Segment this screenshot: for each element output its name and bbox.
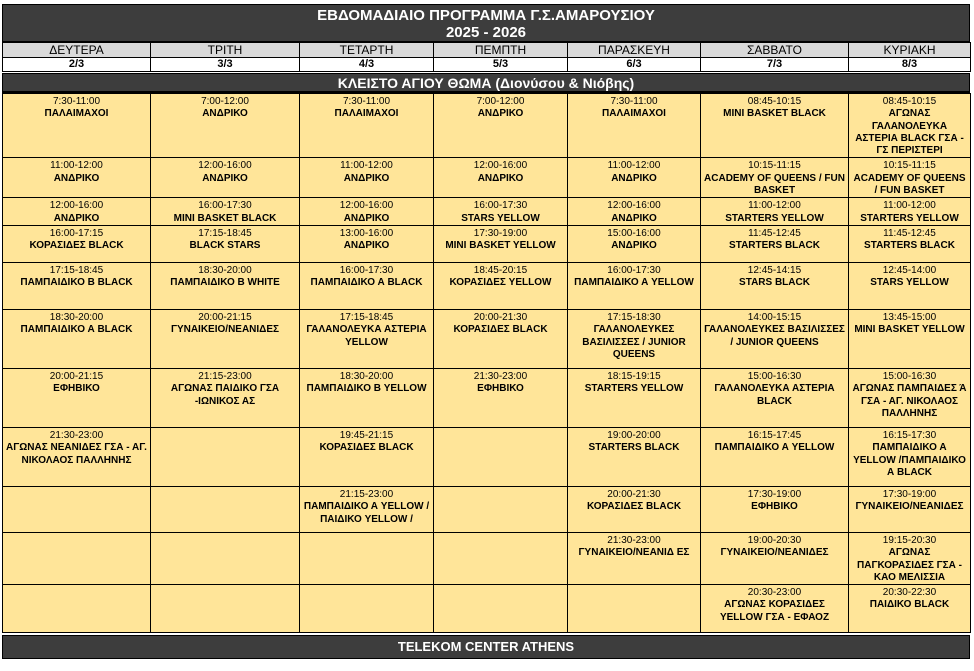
day-names-row [3, 43, 971, 58]
session-time: 21:15-23:00 [198, 370, 252, 382]
session-cell [151, 427, 300, 486]
schedule-row [3, 225, 971, 262]
session-team: MINI BASKET BLACK [173, 212, 277, 224]
session-time: 12:45-14:15 [747, 264, 802, 276]
day-date: 7/3 [701, 58, 849, 72]
session-team: ΓΥΝΑΙΚΕΙΟ/ΝΕΑΝΙΔΕΣ [170, 324, 280, 336]
day-name: ΠΑΡΑΣΚΕΥΗ [568, 43, 701, 58]
schedule-row [3, 94, 971, 158]
session-time: 17:30-19:00 [473, 227, 528, 239]
session-cell [434, 158, 568, 198]
session-team: ΑΓΩΝΑΣ ΠΑΓΚΟΡΑΣΙΔΕΣ ΓΣΑ - ΚΑΟ ΜΕΛΙΣΣΙΑ [857, 547, 962, 583]
session-team: ΑΝΔΡΙΚΟ [343, 240, 390, 252]
session-cell [3, 368, 151, 427]
session-cell [300, 309, 434, 368]
session-time: 7:30-11:00 [52, 96, 101, 107]
session-cell [849, 427, 971, 486]
session-time: 17:15-18:30 [607, 311, 661, 323]
session-time: 16:15-17:30 [882, 429, 937, 441]
schedule-row [3, 532, 971, 584]
session-time: 08:45-10:15 [882, 96, 937, 107]
session-cell [701, 94, 849, 158]
session-time: 13:00-16:00 [339, 227, 394, 239]
session-cell [151, 532, 300, 584]
session-time: 21:30-23:00 [473, 370, 528, 382]
session-cell [151, 486, 300, 532]
session-team: STARS YELLOW [461, 212, 540, 224]
session-time: 11:00-12:00 [340, 160, 393, 172]
session-cell [568, 532, 701, 584]
session-cell [568, 94, 701, 158]
schedule-title [2, 4, 970, 42]
session-team: ΚΟΡΑΣΙΔΕΣ BLACK [29, 240, 124, 252]
session-cell [701, 309, 849, 368]
session-team: ΚΟΡΑΣΙΔΕΣ BLACK [319, 442, 414, 454]
session-cell [3, 486, 151, 532]
session-team: ΓΥΝΑΙΚΕΙΟ/ΝΕΑΝΙΔΕΣ [720, 547, 829, 559]
session-team: STARTERS YELLOW [725, 212, 824, 224]
session-team: ΠΑΛΑΙΜΑΧΟΙ [334, 108, 399, 120]
schedule-row [3, 427, 971, 486]
session-team: ΑΝΔΡΙΚΟ [611, 240, 657, 252]
session-cell [151, 368, 300, 427]
session-time: 18:30-20:00 [49, 311, 104, 323]
session-time: 16:00-17:30 [198, 200, 252, 212]
session-time: 11:45-12:45 [883, 227, 936, 239]
session-team: ΠΑΜΠΑΙΔΙΚΟ Β WHITE [170, 277, 280, 289]
session-team: ΓΑΛΑΝΟΛΕΥΚΑ ΑΣΤΕΡΙΑ YELLOW [306, 324, 427, 348]
session-time: 11:45-12:45 [748, 227, 801, 239]
session-cell [434, 486, 568, 532]
session-time: 18:30-20:00 [198, 264, 252, 276]
session-time: 12:00-16:00 [473, 160, 528, 172]
session-team: ΠΑΜΠΑΙΔΙΚΟ Β YELLOW [306, 383, 427, 395]
session-team: ΑΝΔΡΙΚΟ [477, 172, 524, 184]
session-team: STARTERS YELLOW [860, 212, 959, 224]
session-team: ΓΥΝΑΙΚΕΙΟ/ΝΕΑΝΙΔΕΣ [855, 501, 964, 513]
session-team: ΠΑΜΠΑΙΔΙΚΟ Α BLACK [310, 277, 423, 289]
session-time: 7:00-12:00 [201, 96, 249, 107]
session-time: 21:30-23:00 [49, 429, 104, 441]
session-time: 7:30-11:00 [610, 96, 658, 107]
day-header-table [2, 42, 971, 72]
session-time: 19:00-20:30 [747, 534, 802, 546]
session-team: ΠΑΜΠΑΙΔΙΚΟ Β BLACK [20, 277, 133, 289]
session-cell [568, 225, 701, 262]
session-team: ACADEMY OF QUEENS / FUN BASKET [853, 172, 966, 197]
session-team: STARS BLACK [739, 277, 810, 289]
schedule-grid [2, 93, 971, 633]
session-cell [701, 427, 849, 486]
session-team: ΠΑΛΑΙΜΑΧΟΙ [44, 108, 109, 120]
session-cell [3, 427, 151, 486]
session-time: 17:30-19:00 [882, 488, 937, 500]
session-time: 13:45-15:00 [882, 311, 937, 323]
session-cell [434, 532, 568, 584]
session-time: 18:15-19:15 [607, 370, 661, 382]
session-time: 15:00-16:30 [882, 370, 937, 382]
session-team: ΠΑΛΑΙΜΑΧΟΙ [602, 108, 666, 120]
session-team: ΓΑΛΑΝΟΛΕΥΚΑ ΑΣΤΕΡΙΑ BLACK [714, 383, 835, 407]
session-time: 14:00-15:15 [747, 311, 802, 323]
session-cell [849, 158, 971, 198]
session-time: 11:00-12:00 [607, 160, 661, 172]
schedule-row [3, 585, 971, 633]
session-time: 10:15-11:15 [748, 160, 801, 172]
session-cell [849, 486, 971, 532]
session-cell [300, 486, 434, 532]
session-cell [3, 532, 151, 584]
session-cell [151, 262, 300, 309]
session-cell [701, 368, 849, 427]
schedule-row [3, 486, 971, 532]
session-time: 19:45-21:15 [339, 429, 394, 441]
schedule-row [3, 158, 971, 198]
session-cell [151, 158, 300, 198]
session-time: 20:00-21:30 [607, 488, 661, 500]
session-time: 20:00-21:15 [49, 370, 104, 382]
session-time: 15:00-16:00 [607, 227, 661, 239]
session-team: ΑΝΔΡΙΚΟ [611, 172, 657, 184]
session-cell [701, 486, 849, 532]
session-time: 16:00-17:15 [49, 227, 104, 239]
session-team: ΚΟΡΑΣΙΔΕΣ BLACK [586, 501, 682, 513]
session-team: STARTERS BLACK [864, 240, 955, 252]
session-cell [849, 368, 971, 427]
day-name: ΚΥΡΙΑΚΗ [849, 43, 971, 58]
session-team: ΠΑΜΠΑΙΔΙΚΟ Α YELLOW /ΠΑΜΠΑΙΔΙΚΟ Α BLACK [853, 442, 966, 478]
session-cell [300, 94, 434, 158]
session-team: ΠΑΙΔΙΚΟ BLACK [869, 599, 950, 611]
day-name: ΤΕΤΑΡΤΗ [300, 43, 434, 58]
session-time: 15:00-16:30 [747, 370, 802, 382]
schedule-row [3, 198, 971, 226]
venue-banner: ΚΛΕΙΣΤΟ ΑΓΙΟΥ ΘΩΜΑ (Διονύσου & Νιόβης) [2, 73, 970, 93]
session-cell [3, 198, 151, 226]
session-team: ΓΑΛΑΝΟΛΕΥΚΕΣ ΒΑΣΙΛΙΣΣΕΣ / JUNIOR QUEENS [582, 324, 686, 360]
day-date: 2/3 [3, 58, 151, 72]
session-team: ΚΟΡΑΣΙΔΕΣ BLACK [453, 324, 548, 336]
session-cell [434, 262, 568, 309]
session-cell [434, 427, 568, 486]
session-team: ΕΦΗΒΙΚΟ [53, 383, 100, 395]
footer-banner: TELEKOM CENTER ATHENS [2, 635, 970, 659]
session-time: 12:00-16:00 [49, 200, 104, 212]
session-cell [300, 532, 434, 584]
day-name: ΠΕΜΠΤΗ [434, 43, 568, 58]
session-cell [568, 158, 701, 198]
session-cell [849, 585, 971, 633]
session-time: 19:15-20:30 [882, 534, 937, 546]
session-cell [701, 158, 849, 198]
session-cell [434, 585, 568, 633]
session-time: 17:15-18:45 [49, 264, 104, 276]
session-team: STARS YELLOW [870, 277, 949, 289]
session-time: 12:45-14:00 [882, 264, 937, 276]
session-time: 12:00-16:00 [607, 200, 661, 212]
session-team: ΠΑΜΠΑΙΔΙΚΟ Α BLACK [20, 324, 133, 336]
session-time: 7:30-11:00 [342, 96, 391, 107]
session-cell [701, 585, 849, 633]
session-cell [151, 225, 300, 262]
session-cell [701, 262, 849, 309]
session-cell [849, 225, 971, 262]
session-team: ΓΥΝΑΙΚΕΙΟ/ΝΕΑΝΙΔ ΕΣ [578, 547, 690, 559]
session-team: ΑΝΔΡΙΚΟ [611, 212, 657, 224]
schedule-row [3, 262, 971, 309]
session-time: 20:30-22:30 [882, 587, 937, 599]
session-cell [701, 532, 849, 584]
dates-row [3, 58, 971, 72]
session-cell [434, 309, 568, 368]
session-cell [3, 94, 151, 158]
session-time: 12:00-16:00 [198, 160, 252, 172]
schedule-row [3, 368, 971, 427]
session-time: 12:00-16:00 [339, 200, 394, 212]
session-time: 20:00-21:15 [198, 311, 252, 323]
session-time: 20:00-21:30 [473, 311, 528, 323]
session-cell [151, 309, 300, 368]
session-cell [300, 225, 434, 262]
session-cell [151, 585, 300, 633]
session-cell [434, 198, 568, 226]
session-team: MINI BASKET YELLOW [854, 324, 965, 336]
session-team: ΑΓΩΝΑΣ ΚΟΡΑΣΙΔΕΣ YELLOW ΓΣΑ - ΕΦΑΟΖ [719, 599, 830, 623]
session-cell [568, 198, 701, 226]
session-time: 11:00-12:00 [50, 160, 103, 172]
session-cell [568, 486, 701, 532]
day-name: ΤΡΙΤΗ [151, 43, 300, 58]
session-time: 7:00-12:00 [476, 96, 525, 107]
session-time: 21:15-23:00 [339, 488, 394, 500]
session-time: 11:00-12:00 [748, 200, 801, 212]
session-time: 16:00-17:30 [339, 264, 394, 276]
session-team: ΑΝΔΡΙΚΟ [202, 172, 248, 184]
session-team: MINI BASKET YELLOW [445, 240, 556, 252]
day-name: ΣΑΒΒΑΤΟ [701, 43, 849, 58]
session-cell [701, 198, 849, 226]
session-team: STARTERS BLACK [729, 240, 820, 252]
session-time: 16:15-17:45 [747, 429, 802, 441]
session-team: ΑΝΔΡΙΚΟ [53, 212, 100, 224]
schedule-sheet [2, 4, 970, 659]
session-team: ΑΓΩΝΑΣ ΓΑΛΑΝΟΛΕΥΚΑ ΑΣΤΕΡΙΑ BLACK ΓΣΑ - ΓΣ ΠΕΡΙΣΤΕΡΙ [855, 108, 964, 157]
session-team: ACADEMY OF QUEENS / FUN BASKET [704, 172, 845, 197]
schedule-row [3, 309, 971, 368]
session-cell [300, 368, 434, 427]
session-team: ΑΓΩΝΑΣ ΝΕΑΝΙΔΕΣ ΓΣΑ - ΑΓ. ΝΙΚΟΛΑΟΣ ΠΑΛΛΗΝΗΣ [6, 442, 147, 466]
session-time: 16:00-17:30 [607, 264, 661, 276]
session-time: 18:30-20:00 [339, 370, 394, 382]
session-team: ΠΑΜΠΑΙΔΙΚΟ Α YELLOW [714, 442, 835, 454]
session-team: STARTERS YELLOW [584, 383, 684, 395]
session-team: ΑΝΔΡΙΚΟ [343, 212, 390, 224]
session-cell [568, 585, 701, 633]
session-cell [300, 427, 434, 486]
session-cell [300, 158, 434, 198]
session-time: 11:00-12:00 [883, 200, 936, 212]
session-cell [151, 94, 300, 158]
session-time: 18:45-20:15 [473, 264, 528, 276]
session-cell [701, 225, 849, 262]
session-cell [568, 309, 701, 368]
session-team: ΑΝΔΡΙΚΟ [343, 172, 390, 184]
day-date: 3/3 [151, 58, 300, 72]
day-date: 6/3 [568, 58, 701, 72]
session-team: ΕΦΗΒΙΚΟ [477, 383, 524, 395]
session-team: BLACK STARS [189, 240, 261, 252]
session-team: ΠΑΜΠΑΙΔΙΚΟ Α YELLOW [574, 277, 694, 289]
day-date: 8/3 [849, 58, 971, 72]
session-time: 08:45-10:15 [747, 96, 802, 107]
day-name: ΔΕΥΤΕΡΑ [3, 43, 151, 58]
session-cell [151, 198, 300, 226]
title-line-2: 2025 - 2026 [445, 24, 527, 41]
session-time: 17:30-19:00 [747, 488, 802, 500]
session-cell [434, 368, 568, 427]
session-cell [849, 94, 971, 158]
session-team: ΠΑΜΠΑΙΔΙΚΟ Α YELLOW /ΠΑΙΔΙΚΟ YELLOW / [303, 501, 430, 525]
title-line-1: ΕΒΔΟΜΑΔΙΑΙΟ ΠΡΟΓΡΑΜΜΑ Γ.Σ.ΑΜΑΡΟΥΣΙΟΥ [317, 7, 655, 24]
session-team: MINI BASKET BLACK [723, 108, 826, 120]
day-date: 4/3 [300, 58, 434, 72]
session-cell [3, 262, 151, 309]
session-team: STARTERS BLACK [588, 442, 680, 454]
session-cell [568, 368, 701, 427]
session-cell [3, 309, 151, 368]
session-time: 10:15-11:15 [883, 160, 936, 172]
session-team: ΑΝΔΡΙΚΟ [53, 172, 100, 184]
session-cell [434, 225, 568, 262]
session-time: 17:15-18:45 [339, 311, 394, 323]
session-time: 20:30-23:00 [747, 587, 802, 599]
session-team: ΕΦΗΒΙΚΟ [751, 501, 798, 513]
session-cell [849, 532, 971, 584]
session-cell [300, 585, 434, 633]
session-team: ΑΓΩΝΑΣ ΠΑΙΔΙΚΟ ΓΣΑ -ΙΩΝΙΚΟΣ ΑΣ [170, 383, 280, 407]
session-cell [300, 198, 434, 226]
session-cell [434, 94, 568, 158]
session-team: ΚΟΡΑΣΙΔΕΣ YELLOW [449, 277, 552, 289]
session-time: 17:15-18:45 [198, 227, 252, 239]
session-cell [849, 309, 971, 368]
session-cell [849, 198, 971, 226]
session-cell [3, 225, 151, 262]
session-cell [3, 585, 151, 633]
session-cell [3, 158, 151, 198]
session-cell [568, 262, 701, 309]
session-team: ΑΝΔΡΙΚΟ [202, 108, 248, 120]
session-team: ΓΑΛΑΝΟΛΕΥΚΕΣ ΒΑΣΙΛΙΣΣΕΣ / JUNIOR QUEENS [704, 324, 845, 348]
session-time: 21:30-23:00 [607, 534, 661, 546]
session-time: 16:00-17:30 [473, 200, 528, 212]
session-team: ΑΓΩΝΑΣ ΠΑΜΠΑΙΔΕΣ Ά ΓΣΑ - ΑΓ. ΝΙΚΟΛΑΟΣ ΠΑΛΛΗΝΗΣ [852, 383, 967, 419]
session-cell [568, 427, 701, 486]
session-time: 19:00-20:00 [607, 429, 661, 441]
session-team: ΑΝΔΡΙΚΟ [477, 108, 524, 120]
day-date: 5/3 [434, 58, 568, 72]
session-cell [300, 262, 434, 309]
session-cell [849, 262, 971, 309]
